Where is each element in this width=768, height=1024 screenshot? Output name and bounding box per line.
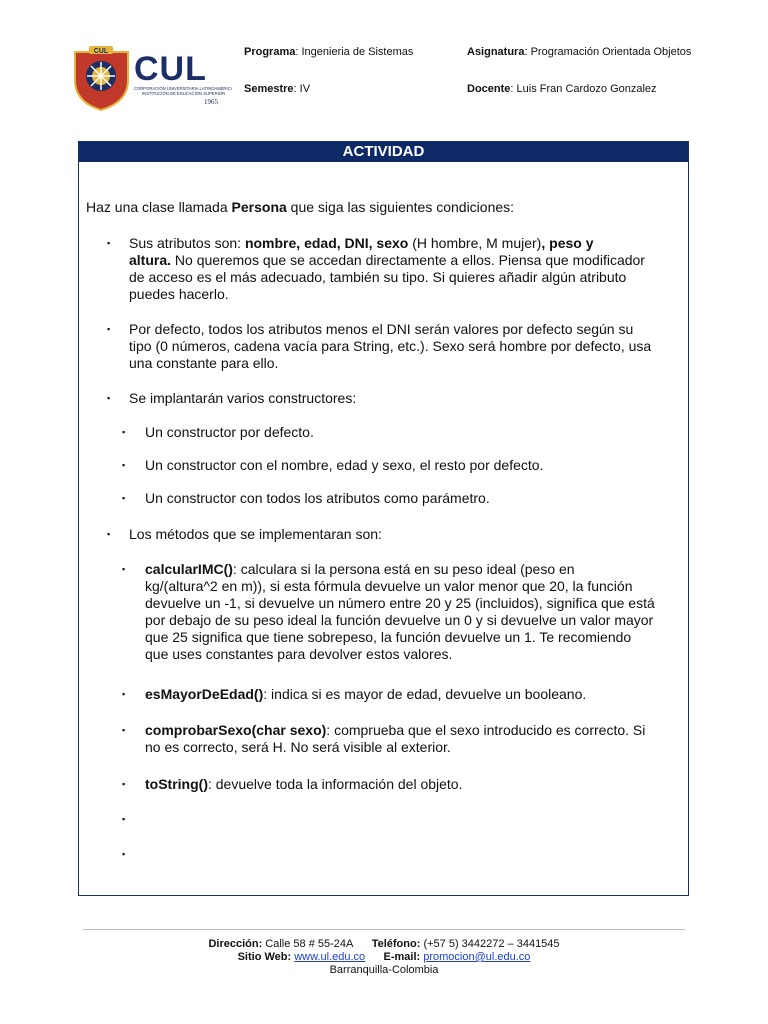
footer-email-label: E-mail: xyxy=(383,951,421,963)
semestre-value: IV xyxy=(299,83,311,95)
calcular-imc-line-2: kg/(altura^2 en m)), si esta fórmula devuelve un valor menor que 20, la función xyxy=(145,578,633,594)
footer-tel-label: Teléfono: xyxy=(371,938,421,950)
header-docente: Docente: Luis Fran Cardozo Gonzalez xyxy=(467,83,657,95)
footer-divider xyxy=(83,929,685,930)
calcular-imc-line-5: que 25 significa que tiene sobrepeso, la función devuelve un 1. Te recomiendo xyxy=(145,629,632,645)
logo-subtitle-2: INSTITUCIÓN DE EDUCACIÓN SUPERIOR xyxy=(142,91,226,96)
bullet-icon: ▪ xyxy=(122,779,126,789)
activity-content xyxy=(79,162,688,895)
footer-web-link[interactable]: www.ul.edu.co xyxy=(294,951,366,963)
logo-wordmark: CUL xyxy=(134,50,207,88)
asignatura-value: Programación Orientada Objetos xyxy=(530,46,692,58)
constructor-nombre-edad-sexo-text: Un constructor con el nombre, edad y sexo, el resto por defecto. xyxy=(145,457,544,473)
atributos-line-3: de acceso es el más adecuado, también su tipo. Si quieres añadir algún atributo xyxy=(129,269,627,285)
bullet-icon: ▪ xyxy=(122,849,126,859)
header-semestre: Semestre: IV xyxy=(244,83,311,95)
programa-label: Programa xyxy=(244,46,296,58)
bullet-icon: ▪ xyxy=(122,689,126,699)
bullet-icon: ▪ xyxy=(122,725,126,735)
constructor-defecto-text: Un constructor por defecto. xyxy=(145,424,314,440)
docente-label: Docente xyxy=(467,83,511,95)
comprobar-sexo-line-1: comprobarSexo(char sexo): comprueba que el sexo introducido es correcto. Si xyxy=(145,722,646,738)
por-defecto-line-3: una constante para ello. xyxy=(129,355,279,371)
bullet-icon: ▪ xyxy=(122,493,126,503)
bullet-icon: ▪ xyxy=(107,238,111,248)
programa-value: Ingenieria de Sistemas xyxy=(301,46,414,58)
calcular-imc-line-3: devuelve un -1, si devuelve un número entre 20 y 25 (incluidos), significa que está xyxy=(145,595,655,611)
intro-text-post: que siga las siguientes condiciones: xyxy=(286,199,515,215)
footer-web-line xyxy=(0,951,768,964)
calcular-imc-line-6: que uses constantes para devolver estos valores. xyxy=(145,646,453,662)
es-mayor-de-edad-text: esMayorDeEdad(): indica si es mayor de edad, devuelve un booleano. xyxy=(145,686,587,702)
logo-shield-text: CUL xyxy=(93,48,109,55)
bullet-icon: ▪ xyxy=(107,529,111,539)
atributos-line-4: puedes hacerlo. xyxy=(129,286,229,302)
intro-text-pre: Haz una clase llamada xyxy=(86,199,232,215)
metodos-text: Los métodos que se implementaran son: xyxy=(129,526,382,542)
activity-intro xyxy=(86,199,514,216)
bullet-icon: ▪ xyxy=(107,393,111,403)
constructores-text: Se implantarán varios constructores: xyxy=(129,390,357,406)
atributos-line-1: Sus atributos son: nombre, edad, DNI, sexo (H hombre, M mujer), peso y xyxy=(129,235,594,251)
footer-address-line xyxy=(0,938,768,951)
cul-logo xyxy=(72,44,232,112)
docente-value: Luis Fran Cardozo Gonzalez xyxy=(516,83,657,95)
comprobar-sexo-line-2: no es correcto, será H. No será visible al exterior. xyxy=(145,739,451,755)
footer-dir-value: Calle 58 # 55-24A xyxy=(262,938,354,950)
cul-logo-graphic xyxy=(72,44,232,112)
footer-web-label: Sitio Web: xyxy=(237,951,292,963)
footer-dir-label: Dirección: xyxy=(208,938,263,950)
por-defecto-line-1: Por defecto, todos los atributos menos el DNI serán valores por defecto según su xyxy=(129,321,634,337)
calcular-imc-line-4: por debajo de su peso ideal la función devuelve un 0 y si devuelve un valor mayor xyxy=(145,612,654,628)
footer-email-link[interactable]: promocion@ul.edu.co xyxy=(423,951,531,963)
logo-year: 1965 xyxy=(204,98,218,106)
bullet-icon: ▪ xyxy=(122,427,126,437)
atributos-line-2: altura. No queremos que se accedan directamente a ellos. Piensa que modificador xyxy=(129,252,645,268)
footer-city: Barranquilla-Colombia xyxy=(329,964,439,976)
bullet-icon: ▪ xyxy=(122,814,126,824)
bullet-icon: ▪ xyxy=(107,324,111,334)
header-asignatura: Asignatura: Programación Orientada Objetos xyxy=(467,46,692,58)
bullet-icon: ▪ xyxy=(122,460,126,470)
por-defecto-line-2: tipo (0 números, cadena vacía para String, etc.). Sexo será hombre por defecto, usa xyxy=(129,338,652,354)
activity-box xyxy=(78,141,689,896)
calcular-imc-line-1: calcularIMC(): calculara si la persona está en su peso ideal (peso en xyxy=(145,561,575,577)
bullet-icon: ▪ xyxy=(122,564,126,574)
activity-title: ACTIVIDAD xyxy=(79,142,688,162)
header-programa: Programa: Ingenieria de Sistemas xyxy=(244,46,414,58)
intro-class-name: Persona xyxy=(231,199,287,215)
logo-subtitle-1: CORPORACIÓN UNIVERSITARIA LATINOAMERICANA xyxy=(134,86,232,91)
to-string-text: toString(): devuelve toda la información del objeto. xyxy=(145,776,463,792)
semestre-label: Semestre xyxy=(244,83,294,95)
asignatura-label: Asignatura xyxy=(467,46,525,58)
constructor-todos-text: Un constructor con todos los atributos como parámetro. xyxy=(145,490,490,506)
footer-tel-value: (+57 5) 3442272 – 3441545 xyxy=(420,938,560,950)
